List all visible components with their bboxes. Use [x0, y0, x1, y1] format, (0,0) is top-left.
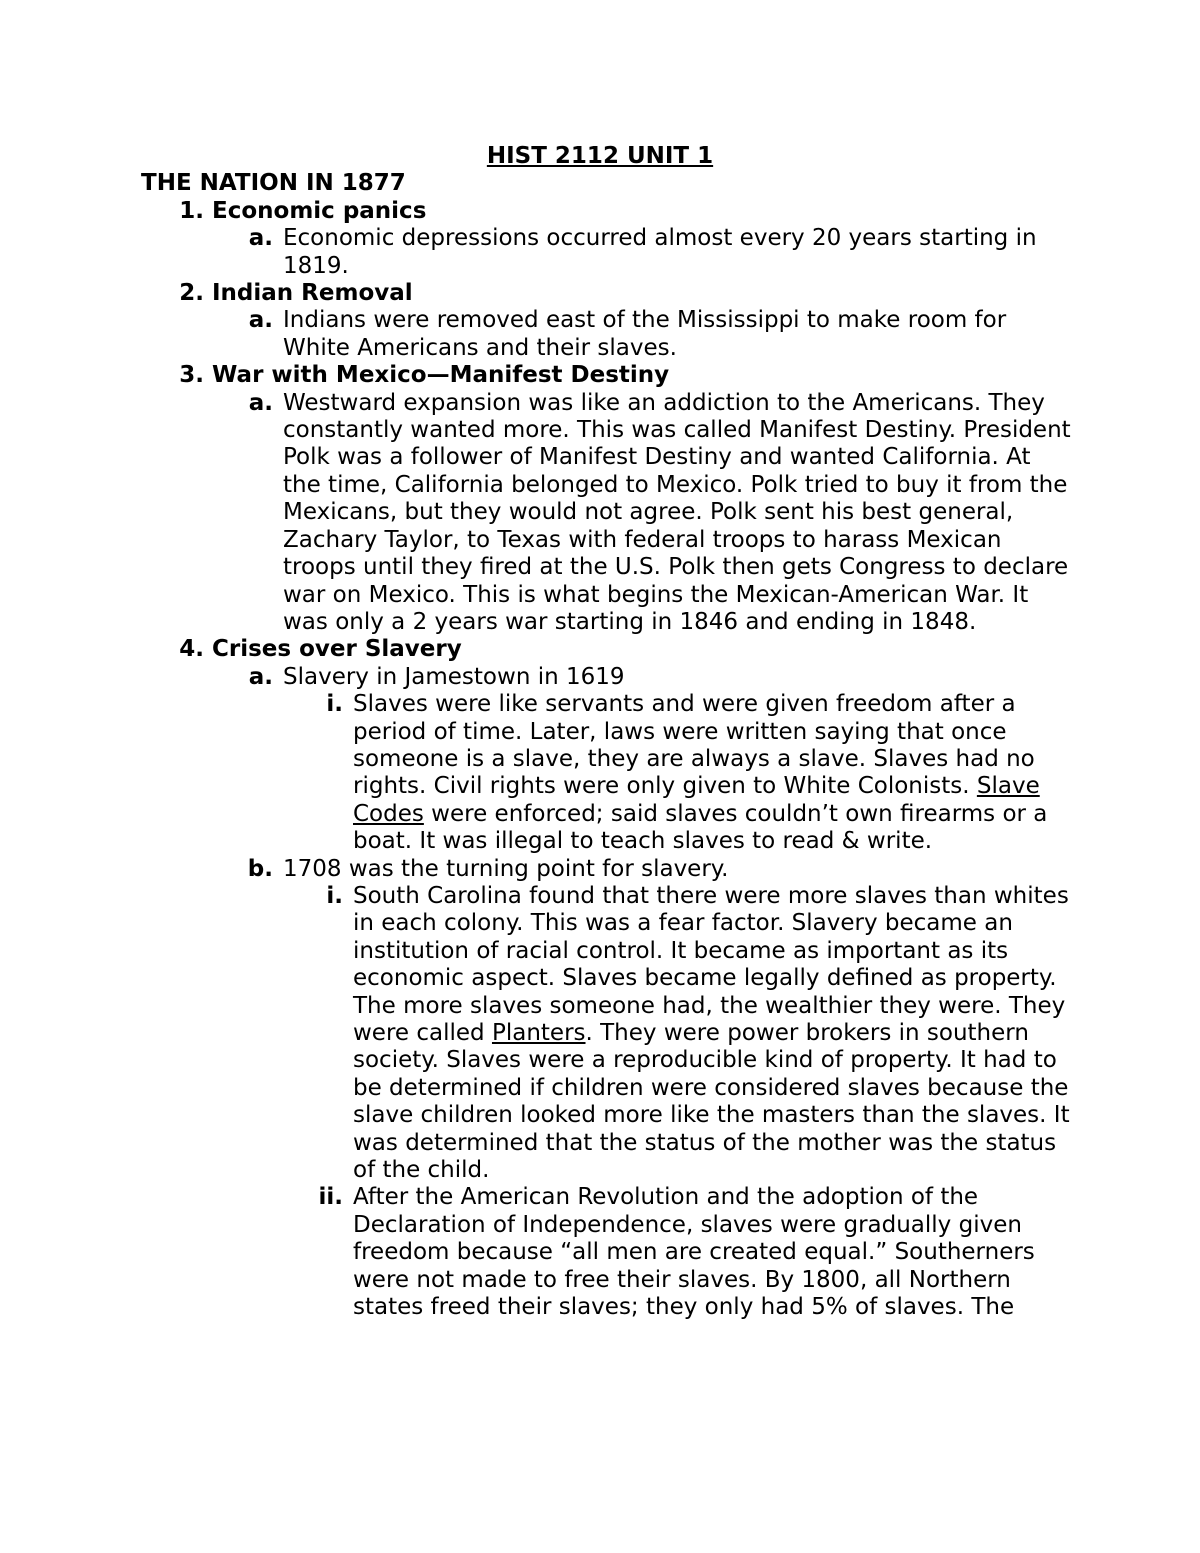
document-title: HIST 2112 UNIT 1 [486, 143, 714, 169]
sub-item-text: Economic depressions occurred almost every 20 years starting in 1819. [283, 225, 1037, 279]
list-marker: i. [326, 691, 343, 718]
point-item [141, 1184, 1071, 1321]
sub-item-text: Slavery in Jamestown in 1619 [283, 663, 625, 690]
list-item-economic-panics [141, 198, 1071, 225]
list-item-war-with-mexico [141, 362, 1071, 389]
underlined-term-slave-codes: Slave Codes [353, 773, 1040, 827]
document-body [141, 143, 1071, 1321]
sub-item [141, 225, 1071, 280]
list-marker: a. [248, 225, 273, 252]
list-marker: a. [248, 389, 273, 416]
list-marker: 3. [179, 362, 204, 389]
point-text-after: . They were power brokers in southern society. Slaves were a reproducible kind of property. It had to be determined if children were considered slaves because the slave children looked more like the masters than the slaves. It was determined that the status of the mother was the status of the child. [353, 1020, 1070, 1184]
point-text-before: Slaves were like servants and were given freedom after a period of time. Later, laws were written saying that once someone is a slave, they are always a slave. Slaves had no rights. Civil rights were only given to White Colonists. [353, 691, 1035, 800]
list-marker: b. [247, 855, 273, 882]
list-marker: a. [248, 663, 273, 690]
point-item [141, 691, 1071, 855]
sub-item-text: Indians were removed east of the Mississippi to make room for White Americans and their slaves. [283, 307, 1007, 361]
point-text-after: were enforced; said slaves couldn’t own firearms or a boat. It was illegal to teach slaves to read & write. [353, 800, 1048, 855]
point-text: After the American Revolution and the adoption of the Declaration of Independence, slaves were gradually given freedom because “all men are created equal.” Southerners were not made to free their slaves. By 1800, all Northern states freed their slaves; they only had 5% of slaves. The [353, 1184, 1035, 1321]
list-marker: i. [326, 882, 343, 909]
list-marker: 2. [179, 280, 204, 307]
item-heading: Economic panics [212, 197, 427, 224]
sub-item [141, 307, 1071, 362]
sub-item [141, 664, 1071, 691]
list-marker: ii. [318, 1184, 343, 1211]
point-item [141, 883, 1071, 1184]
list-marker: 1. [179, 197, 204, 224]
list-item-indian-removal [141, 280, 1071, 307]
section-heading: THE NATION IN 1877 [141, 170, 406, 197]
item-heading: War with Mexico—Manifest Destiny [212, 362, 670, 389]
list-marker: 4. [179, 636, 204, 663]
list-marker: a. [248, 307, 273, 334]
sub-item-text: 1708 was the turning point for slavery. [283, 855, 729, 882]
sub-item [141, 856, 1071, 883]
underlined-term-planters: Planters [491, 1020, 586, 1046]
point-text-before: South Carolina found that there were more slaves than whites in each colony. This was a fear factor. Slavery became an institution of racial control. It became as important as its economic aspect. Slaves became legally defined as property. The more slaves someone had, the wealthier they were. They were called [353, 882, 1069, 1046]
item-heading: Crises over Slavery [212, 636, 462, 663]
sub-item-text: Westward expansion was like an addiction to the Americans. They constantly wanted more. This was called Manifest Destiny. President Polk was a follower of Manifest Destiny and wanted California. At the time, California belonged to Mexico. Polk tried to buy it from the Mexicans, but they would not agree. Polk sent his best general, Zachary Taylor, to Texas with federal troops to harass Mexican troops until they fired at the U.S. Polk then gets Congress to declare war on Mexico. This is what begins the Mexican-American War. It was only a 2 years war starting in 1846 and ending in 1848. [283, 389, 1071, 635]
sub-item [141, 390, 1071, 637]
list-item-crises-over-slavery [141, 636, 1071, 663]
item-heading: Indian Removal [212, 280, 413, 307]
